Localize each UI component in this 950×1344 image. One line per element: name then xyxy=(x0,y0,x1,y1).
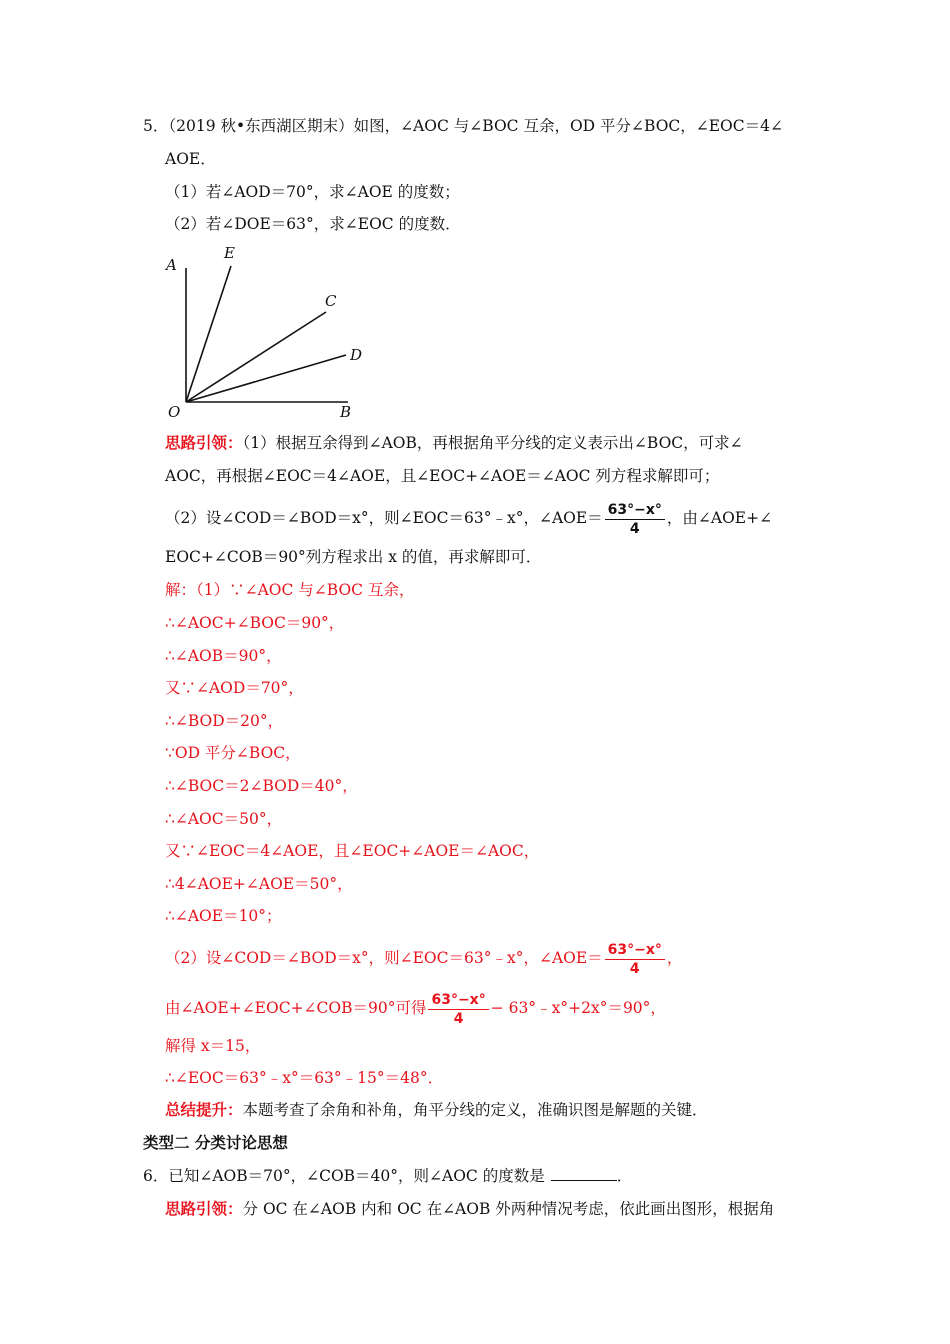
sol-line: ∴4∠AOE+∠AOE＝50°， xyxy=(165,875,353,893)
angle-figure xyxy=(160,240,375,425)
label-c: C xyxy=(325,292,337,310)
sol-line: ∵OD 平分∠BOC， xyxy=(165,744,301,762)
answer-blank[interactable] xyxy=(551,1165,617,1181)
q5-part1: （1）若∠AOD＝70°，求∠AOE 的度数； xyxy=(165,183,460,201)
ray-oe xyxy=(186,266,231,402)
sol-line: 又∵∠EOC＝4∠AOE，且∠EOC+∠AOE＝∠AOC， xyxy=(165,842,540,860)
q6-line: 6．已知∠AOB＝70°，∠COB＝40°，则∠AOC 的度数是 ． xyxy=(143,1167,633,1185)
hint-label: 思路引领： xyxy=(165,1199,243,1218)
hint-line1: 思路引领：（1）根据互余得到∠AOB，再根据角平分线的定义表示出∠BOC，可求∠ xyxy=(165,433,743,452)
label-e: E xyxy=(224,244,235,262)
ray-oc xyxy=(186,312,326,402)
label-b: B xyxy=(340,403,352,421)
fraction: $\frac{63^\circ-x^\circ}{4}$ xyxy=(428,992,488,1027)
q5-line1: 5．（2019 秋•东西湖区期末）如图，∠AOC 与∠BOC 互余，OD 平分∠BOC，∠EOC＝4∠ xyxy=(143,117,783,135)
hint-line4: EOC+∠COB＝90°列方程求出 x 的值，再求解即可． xyxy=(165,548,542,566)
q5-line2: AOE． xyxy=(165,150,216,168)
sol-line: ∴∠BOC＝2∠BOD＝40°， xyxy=(165,777,358,795)
q5-part2: （2）若∠DOE＝63°，求∠EOC 的度数． xyxy=(165,215,461,233)
sol-line: ∴∠AOE＝10°； xyxy=(165,907,282,925)
fraction: $\frac{63^\circ-x^\circ}{4}$ xyxy=(605,502,665,537)
hint-label: 思路引领： xyxy=(165,433,243,452)
hint-line2: AOC，再根据∠EOC＝4∠AOE，且∠EOC+∠AOE＝∠AOC 列方程求解即可； xyxy=(165,467,720,485)
type2-heading: 类型二 分类讨论思想 xyxy=(143,1134,288,1152)
summary: 总结提升：本题考查了余角和补角，角平分线的定义，准确识图是解题的关键． xyxy=(165,1100,708,1119)
sol-line: ∴∠AOC+∠BOC＝90°， xyxy=(165,614,345,632)
sol-line-13: 由∠AOE+∠EOC+∠COB＝90°可得 $\frac{63^\circ-x^\circ}{4}$ − 63°﹣x°+2x°＝90°， xyxy=(165,991,666,1027)
summary-label: 总结提升： xyxy=(165,1100,243,1119)
sol-line: ∴∠AOC＝50°， xyxy=(165,810,283,828)
hint-line3: （2）设∠COD＝∠BOD＝x°，则∠EOC＝63°﹣x°，∠AOE＝ $\frac{63^\circ-x^\circ}{4}$ ，由∠AOE+∠ xyxy=(165,501,773,537)
ray-od xyxy=(186,355,346,402)
sol-line: 解：（1）∵∠AOC 与∠BOC 互余， xyxy=(165,581,415,599)
label-o: O xyxy=(168,403,181,421)
sol-line: ∴∠BOD＝20°， xyxy=(165,712,284,730)
sol-line-12: （2）设∠COD＝∠BOD＝x°，则∠EOC＝63°﹣x°，∠AOE＝ $\frac{63^\circ-x^\circ}{4}$ ， xyxy=(165,941,683,977)
fraction: $\frac{63^\circ-x^\circ}{4}$ xyxy=(605,942,665,977)
sol-line: 又∵∠AOD＝70°， xyxy=(165,679,304,697)
label-a: A xyxy=(166,256,177,274)
label-d: D xyxy=(350,346,363,364)
sol-line: ∴∠AOB＝90°， xyxy=(165,647,282,665)
q6-hint: 思路引领：分 OC 在∠AOB 内和 OC 在∠AOB 外两种情况考虑，依此画出图形，根据角 xyxy=(165,1199,775,1218)
sol-line: 解得 x＝15， xyxy=(165,1037,261,1055)
sol-line: ∴∠EOC＝63°﹣x°＝63°﹣15°＝48°． xyxy=(165,1069,444,1087)
